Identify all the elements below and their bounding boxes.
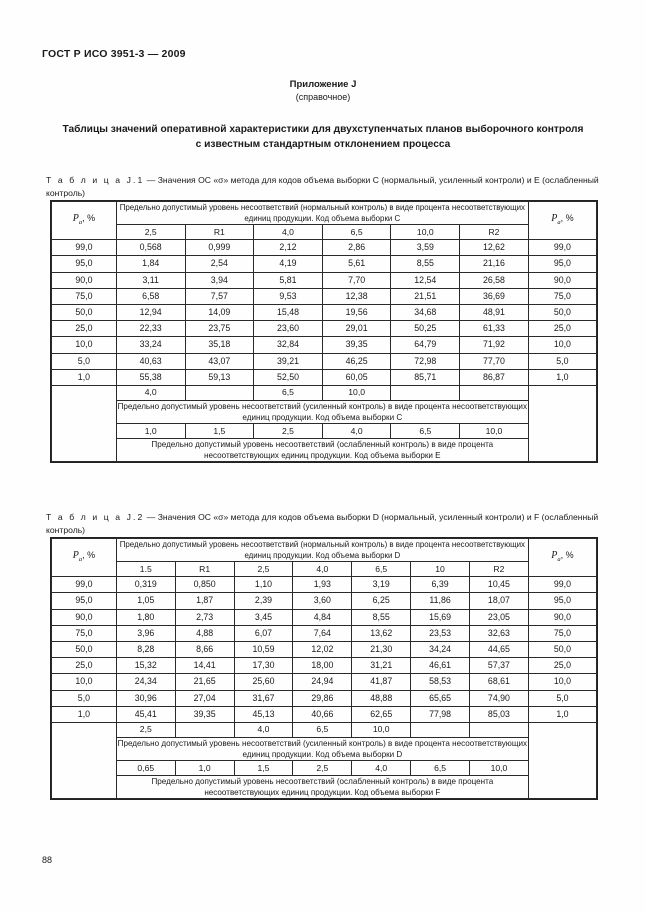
footer-blank-left bbox=[52, 722, 117, 798]
group-header: Предельно допустимый уровень несоответствий (нормальный контроль) в виде процента несоответствующих единиц продукции. Код объема выборки D bbox=[116, 539, 528, 562]
reduced-value: 6,5 bbox=[391, 424, 460, 439]
table-cell: 71,92 bbox=[460, 337, 529, 353]
column-header: 4,0 bbox=[293, 562, 352, 577]
table-cell: 52,50 bbox=[254, 369, 323, 385]
table-cell: 32,63 bbox=[470, 625, 529, 641]
row-pa-left: 90,0 bbox=[52, 609, 117, 625]
table-cell: 74,90 bbox=[470, 690, 529, 706]
table-cell: 4,19 bbox=[254, 256, 323, 272]
row-pa-left: 50,0 bbox=[52, 304, 117, 320]
table-cell: 55,38 bbox=[116, 369, 185, 385]
table-cell: 18,00 bbox=[293, 658, 352, 674]
table-cell: 7,64 bbox=[293, 625, 352, 641]
tightened-value bbox=[470, 722, 529, 737]
table-cell: 5,81 bbox=[254, 272, 323, 288]
table-cell: 39,35 bbox=[322, 337, 391, 353]
row-pa-right: 95,0 bbox=[528, 593, 596, 609]
table-row bbox=[52, 706, 597, 722]
table-cell: 50,25 bbox=[391, 321, 460, 337]
table-cell: 1,93 bbox=[293, 577, 352, 593]
table-cell: 43,07 bbox=[185, 353, 254, 369]
table-cell: 40,66 bbox=[293, 706, 352, 722]
table-cell: 12,38 bbox=[322, 288, 391, 304]
table-cell: 2,54 bbox=[185, 256, 254, 272]
column-header: 6,5 bbox=[322, 225, 391, 240]
table-row bbox=[52, 609, 597, 625]
table-cell: 58,53 bbox=[411, 674, 470, 690]
table-subheader-row bbox=[52, 562, 597, 577]
table-cell: 12,94 bbox=[116, 304, 185, 320]
page-title: Таблицы значений оперативной характеристики для двухступенчатых планов выборочного контроля с известным стандартным отклонением процесса bbox=[62, 124, 584, 150]
row-pa-right: 5,0 bbox=[528, 353, 596, 369]
table-cell: 7,57 bbox=[185, 288, 254, 304]
reduced-note-row bbox=[52, 439, 597, 462]
table-cell: 48,88 bbox=[352, 690, 411, 706]
tightened-values-row bbox=[52, 722, 597, 737]
table-cell: 46,25 bbox=[322, 353, 391, 369]
row-pa-left: 99,0 bbox=[52, 240, 117, 256]
reduced-value: 4,0 bbox=[322, 424, 391, 439]
table-row bbox=[52, 577, 597, 593]
table-cell: 29,01 bbox=[322, 321, 391, 337]
table-cell: 12,54 bbox=[391, 272, 460, 288]
table-cell: 12,02 bbox=[293, 641, 352, 657]
row-pa-right: 25,0 bbox=[528, 658, 596, 674]
table-cell: 48,91 bbox=[460, 304, 529, 320]
table-cell: 1,87 bbox=[175, 593, 234, 609]
table-cell: 32,84 bbox=[254, 337, 323, 353]
table-cell: 59,13 bbox=[185, 369, 254, 385]
footer-blank-right bbox=[528, 385, 596, 461]
tightened-note-row bbox=[52, 401, 597, 424]
table-header-row bbox=[52, 202, 597, 225]
tightened-note: Предельно допустимый уровень несоответствий (усиленный контроль) в виде процента несоответствующих единиц продукции. Код объема выборки C bbox=[117, 402, 528, 423]
row-pa-right: 10,0 bbox=[528, 674, 596, 690]
column-header: 6,5 bbox=[352, 562, 411, 577]
table-cell: 31,21 bbox=[352, 658, 411, 674]
table-row bbox=[52, 674, 597, 690]
row-pa-left: 95,0 bbox=[52, 593, 117, 609]
table-cell: 21,16 bbox=[460, 256, 529, 272]
column-header: 10,0 bbox=[391, 225, 460, 240]
table-cell: 35,18 bbox=[185, 337, 254, 353]
table-j2-caption-text: — Значения ОС «σ» метода для кодов объема выборки D (нормальный, усиленный контроли) и F (ослабленный контроль) bbox=[46, 512, 599, 535]
reduced-value: 10,0 bbox=[460, 424, 529, 439]
table-cell: 45,41 bbox=[116, 706, 175, 722]
tightened-value bbox=[185, 385, 254, 400]
column-header: R2 bbox=[460, 225, 529, 240]
table-cell: 5,61 bbox=[322, 256, 391, 272]
table-row bbox=[52, 321, 597, 337]
table-cell: 4,84 bbox=[293, 609, 352, 625]
table-cell: 65,65 bbox=[411, 690, 470, 706]
table-cell: 1,80 bbox=[116, 609, 175, 625]
reduced-value: 6,5 bbox=[411, 761, 470, 776]
table-cell: 3,19 bbox=[352, 577, 411, 593]
table-j1-body bbox=[52, 202, 597, 462]
tightened-value bbox=[411, 722, 470, 737]
table-cell: 14,09 bbox=[185, 304, 254, 320]
annex-title: Приложение J bbox=[289, 79, 357, 90]
table-row bbox=[52, 337, 597, 353]
table-cell: 39,21 bbox=[254, 353, 323, 369]
table-cell: 86,87 bbox=[460, 369, 529, 385]
table-cell: 77,98 bbox=[411, 706, 470, 722]
footer-blank-right bbox=[528, 722, 596, 798]
table-cell: 68,61 bbox=[470, 674, 529, 690]
table-cell: 12,62 bbox=[460, 240, 529, 256]
table-cell: 10,45 bbox=[470, 577, 529, 593]
row-pa-right: 5,0 bbox=[528, 690, 596, 706]
table-cell: 23,75 bbox=[185, 321, 254, 337]
column-header: 2,5 bbox=[234, 562, 293, 577]
table-cell: 24,34 bbox=[116, 674, 175, 690]
table-cell: 0,568 bbox=[116, 240, 185, 256]
row-pa-left: 95,0 bbox=[52, 256, 117, 272]
reduced-note: Предельно допустимый уровень несоответствий (ослабленный контроль) в виде процента несоответствующих единиц продукции. Код объема выборки E bbox=[116, 439, 528, 462]
table-cell: 6,07 bbox=[234, 625, 293, 641]
table-cell: 46,61 bbox=[411, 658, 470, 674]
table-row bbox=[52, 690, 597, 706]
tightened-value: 2,5 bbox=[116, 722, 175, 737]
row-pa-left: 25,0 bbox=[52, 658, 117, 674]
table-cell: 8,55 bbox=[352, 609, 411, 625]
table-cell: 30,96 bbox=[116, 690, 175, 706]
annex-heading bbox=[0, 78, 646, 104]
table-cell: 33,24 bbox=[116, 337, 185, 353]
row-pa-right: 1,0 bbox=[528, 706, 596, 722]
table-cell: 0,999 bbox=[185, 240, 254, 256]
row-pa-right: 10,0 bbox=[528, 337, 596, 353]
row-pa-right: 95,0 bbox=[528, 256, 596, 272]
table-cell: 1,84 bbox=[116, 256, 185, 272]
reduced-note: Предельно допустимый уровень несоответствий (ослабленный контроль) в виде процента несоответствующих единиц продукции. Код объема выборки F bbox=[116, 776, 528, 799]
table-cell: 3,45 bbox=[234, 609, 293, 625]
row-pa-right: 50,0 bbox=[528, 641, 596, 657]
tightened-value: 10,0 bbox=[352, 722, 411, 737]
page-number: 88 bbox=[42, 855, 53, 865]
table-cell: 19,56 bbox=[322, 304, 391, 320]
reduced-value: 1,5 bbox=[185, 424, 254, 439]
row-pa-right: 90,0 bbox=[528, 609, 596, 625]
row-pa-left: 50,0 bbox=[52, 641, 117, 657]
column-header: 1.5 bbox=[116, 562, 175, 577]
tightened-value: 6,5 bbox=[293, 722, 352, 737]
table-j1-caption-text: — Значения ОС «σ» метода для кодов объема выборки C (нормальный, усиленный контроли) и E (ослабленный контроль) bbox=[46, 175, 599, 198]
table-cell: 24,94 bbox=[293, 674, 352, 690]
pa-header-left: $P_a$, % bbox=[52, 202, 117, 240]
table-cell: 39,35 bbox=[175, 706, 234, 722]
table-j2-body bbox=[52, 539, 597, 799]
reduced-value: 0,65 bbox=[116, 761, 175, 776]
row-pa-right: 75,0 bbox=[528, 288, 596, 304]
table-cell: 2,39 bbox=[234, 593, 293, 609]
table-cell: 64,79 bbox=[391, 337, 460, 353]
table-cell: 18,07 bbox=[470, 593, 529, 609]
reduced-value: 1,0 bbox=[175, 761, 234, 776]
pa-header-right: $P_a$, % bbox=[528, 539, 596, 577]
table-cell: 85,71 bbox=[391, 369, 460, 385]
table-row bbox=[52, 240, 597, 256]
table-cell: 22,33 bbox=[116, 321, 185, 337]
table-row bbox=[52, 272, 597, 288]
table-cell: 3,11 bbox=[116, 272, 185, 288]
table-cell: 14,41 bbox=[175, 658, 234, 674]
tightened-note-row bbox=[52, 738, 597, 761]
table-cell: 77,70 bbox=[460, 353, 529, 369]
table-cell: 23,05 bbox=[470, 609, 529, 625]
table-cell: 3,60 bbox=[293, 593, 352, 609]
table-cell: 44,65 bbox=[470, 641, 529, 657]
reduced-value: 2,5 bbox=[293, 761, 352, 776]
annex-subtitle: (справочное) bbox=[295, 92, 351, 102]
row-pa-left: 75,0 bbox=[52, 625, 117, 641]
tightened-value: 10,0 bbox=[322, 385, 391, 400]
table-row bbox=[52, 625, 597, 641]
table-cell: 13,62 bbox=[352, 625, 411, 641]
table-cell: 40,63 bbox=[116, 353, 185, 369]
group-header: Предельно допустимый уровень несоответствий (нормальный контроль) в виде процента несоответствующих единиц продукции. Код объема выборки C bbox=[116, 202, 528, 225]
table-j2-caption-label: Т а б л и ц а J.2 bbox=[46, 512, 145, 522]
table-cell: 2,73 bbox=[175, 609, 234, 625]
table-cell: 11,86 bbox=[411, 593, 470, 609]
row-pa-left: 1,0 bbox=[52, 369, 117, 385]
table-cell: 0,850 bbox=[175, 577, 234, 593]
row-pa-left: 25,0 bbox=[52, 321, 117, 337]
table-row bbox=[52, 658, 597, 674]
reduced-value: 10,0 bbox=[470, 761, 529, 776]
table-cell: 60,05 bbox=[322, 369, 391, 385]
table-j1 bbox=[50, 200, 598, 463]
table-cell: 45,13 bbox=[234, 706, 293, 722]
table-cell: 1,05 bbox=[116, 593, 175, 609]
table-cell: 3,94 bbox=[185, 272, 254, 288]
table-row bbox=[52, 256, 597, 272]
table-cell: 21,30 bbox=[352, 641, 411, 657]
column-header: R2 bbox=[470, 562, 529, 577]
table-cell: 17,30 bbox=[234, 658, 293, 674]
row-pa-right: 90,0 bbox=[528, 272, 596, 288]
tightened-value: 6,5 bbox=[254, 385, 323, 400]
table-row bbox=[52, 288, 597, 304]
table-cell: 72,98 bbox=[391, 353, 460, 369]
table-j1-caption-label: Т а б л и ц а J.1 bbox=[46, 175, 145, 185]
row-pa-left: 75,0 bbox=[52, 288, 117, 304]
row-pa-left: 90,0 bbox=[52, 272, 117, 288]
table-cell: 8,66 bbox=[175, 641, 234, 657]
table-cell: 34,24 bbox=[411, 641, 470, 657]
tightened-value: 4,0 bbox=[116, 385, 185, 400]
table-cell: 29,86 bbox=[293, 690, 352, 706]
table-cell: 1,10 bbox=[234, 577, 293, 593]
table-cell: 85,03 bbox=[470, 706, 529, 722]
column-header: 4,0 bbox=[254, 225, 323, 240]
table-cell: 23,53 bbox=[411, 625, 470, 641]
pa-header-left: $P_a$, % bbox=[52, 539, 117, 577]
reduced-values-row bbox=[52, 761, 597, 776]
tightened-value bbox=[391, 385, 460, 400]
table-cell: 31,67 bbox=[234, 690, 293, 706]
table-row bbox=[52, 641, 597, 657]
table-cell: 34,68 bbox=[391, 304, 460, 320]
table-row bbox=[52, 304, 597, 320]
column-header: R1 bbox=[175, 562, 234, 577]
tightened-value bbox=[175, 722, 234, 737]
tightened-value: 4,0 bbox=[234, 722, 293, 737]
row-pa-left: 99,0 bbox=[52, 577, 117, 593]
table-cell: 15,48 bbox=[254, 304, 323, 320]
table-row bbox=[52, 353, 597, 369]
row-pa-right: 99,0 bbox=[528, 240, 596, 256]
table-cell: 62,65 bbox=[352, 706, 411, 722]
table-cell: 21,65 bbox=[175, 674, 234, 690]
row-pa-right: 75,0 bbox=[528, 625, 596, 641]
tightened-note: Предельно допустимый уровень несоответствий (усиленный контроль) в виде процента несоответствующих единиц продукции. Код объема выборки D bbox=[117, 739, 528, 760]
table-cell: 4,88 bbox=[175, 625, 234, 641]
row-pa-left: 5,0 bbox=[52, 353, 117, 369]
reduced-value: 1,0 bbox=[116, 424, 185, 439]
table-cell: 2,12 bbox=[254, 240, 323, 256]
table-cell: 27,04 bbox=[175, 690, 234, 706]
table-cell: 57,37 bbox=[470, 658, 529, 674]
table-cell: 6,39 bbox=[411, 577, 470, 593]
row-pa-left: 10,0 bbox=[52, 337, 117, 353]
row-pa-right: 99,0 bbox=[528, 577, 596, 593]
tightened-value bbox=[460, 385, 529, 400]
table-cell: 2,86 bbox=[322, 240, 391, 256]
table-j2-caption bbox=[46, 511, 602, 536]
column-header: 10 bbox=[411, 562, 470, 577]
table-cell: 15,69 bbox=[411, 609, 470, 625]
table-cell: 8,55 bbox=[391, 256, 460, 272]
table-cell: 25,60 bbox=[234, 674, 293, 690]
table-subheader-row bbox=[52, 225, 597, 240]
reduced-value: 1,5 bbox=[234, 761, 293, 776]
reduced-note-row bbox=[52, 776, 597, 799]
standard-header: ГОСТ Р ИСО 3951-3 — 2009 bbox=[42, 48, 186, 60]
table-cell: 41,87 bbox=[352, 674, 411, 690]
footer-blank-left bbox=[52, 385, 117, 461]
table-cell: 10,59 bbox=[234, 641, 293, 657]
table-cell: 6,25 bbox=[352, 593, 411, 609]
row-pa-right: 50,0 bbox=[528, 304, 596, 320]
table-row bbox=[52, 593, 597, 609]
table-cell: 23,60 bbox=[254, 321, 323, 337]
row-pa-left: 1,0 bbox=[52, 706, 117, 722]
table-cell: 8,28 bbox=[116, 641, 175, 657]
table-cell: 61,33 bbox=[460, 321, 529, 337]
row-pa-left: 10,0 bbox=[52, 674, 117, 690]
table-cell: 3,59 bbox=[391, 240, 460, 256]
row-pa-left: 5,0 bbox=[52, 690, 117, 706]
table-cell: 3,96 bbox=[116, 625, 175, 641]
pa-header-right: $P_a$, % bbox=[528, 202, 596, 240]
table-cell: 15,32 bbox=[116, 658, 175, 674]
table-cell: 26,58 bbox=[460, 272, 529, 288]
table-cell: 7,70 bbox=[322, 272, 391, 288]
table-cell: 6,58 bbox=[116, 288, 185, 304]
column-header: 2,5 bbox=[116, 225, 185, 240]
reduced-value: 4,0 bbox=[352, 761, 411, 776]
table-header-row bbox=[52, 539, 597, 562]
table-cell: 36,69 bbox=[460, 288, 529, 304]
reduced-values-row bbox=[52, 424, 597, 439]
table-j2 bbox=[50, 537, 598, 800]
table-cell: 9,53 bbox=[254, 288, 323, 304]
row-pa-right: 1,0 bbox=[528, 369, 596, 385]
tightened-values-row bbox=[52, 385, 597, 400]
table-row bbox=[52, 369, 597, 385]
reduced-value: 2,5 bbox=[254, 424, 323, 439]
table-cell: 21,51 bbox=[391, 288, 460, 304]
table-cell: 0,319 bbox=[116, 577, 175, 593]
column-header: R1 bbox=[185, 225, 254, 240]
row-pa-right: 25,0 bbox=[528, 321, 596, 337]
table-j1-caption bbox=[46, 174, 602, 199]
